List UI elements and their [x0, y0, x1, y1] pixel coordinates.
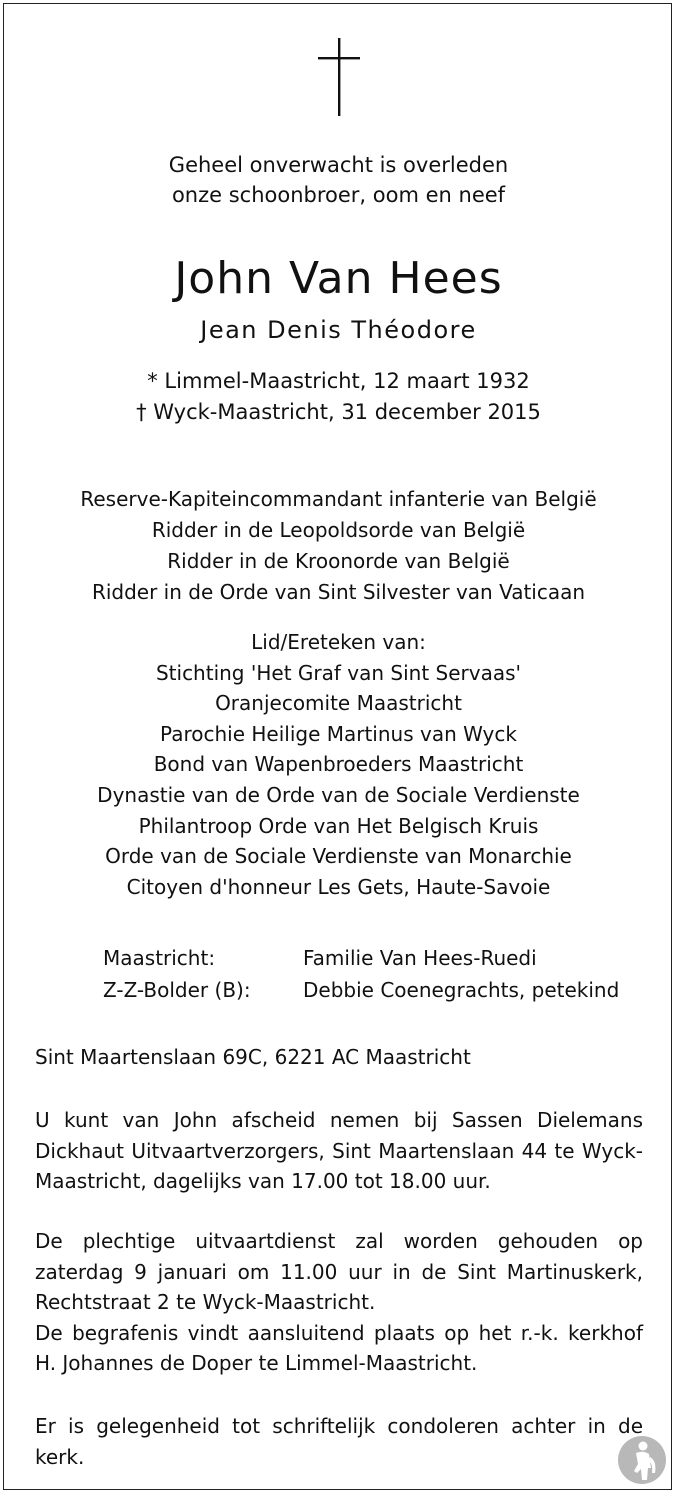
cross-icon	[318, 38, 360, 116]
address: Sint Maartenslaan 69C, 6221 AC Maastricht	[35, 1045, 471, 1069]
membership-item: Oranjecomite Maastricht	[215, 691, 462, 716]
title-item: Ridder in de Kroonorde van België	[167, 549, 510, 573]
birth-line: * Limmel-Maastricht, 12 maart 1932	[147, 369, 530, 393]
membership-item: Orde van de Sociale Verdienste van Monarchie	[105, 844, 572, 869]
title-item: Reserve-Kapiteincommandant infanterie van België	[80, 487, 597, 511]
memberships-list	[0, 627, 677, 902]
membership-item: Philantroop Orde van Het Belgisch Kruis	[138, 813, 539, 838]
family-row	[103, 974, 619, 1006]
burial-paragraph: De begrafenis vindt aansluitend plaats op het r.-k. kerkhof H. Johannes de Doper te Limmel-Maastricht.	[35, 1320, 643, 1375]
life-dates	[0, 366, 677, 428]
membership-item: Stichting 'Het Graf van Sint Servaas'	[155, 660, 522, 685]
farewell-paragraph: U kunt van John afscheid nemen bij Sassen Dielemans Dickhaut Uitvaartverzorgers, Sint Maartenslaan 44 te Wyck-Maastricht, dagelijks van 17.00 tot 18.00 uur.	[35, 1108, 643, 1193]
deceased-name: John Van Hees	[174, 253, 503, 304]
family-names: Debbie Coenegrachts, petekind	[303, 978, 620, 1002]
death-line: † Wyck-Maastricht, 31 december 2015	[136, 400, 541, 424]
intro-text	[0, 150, 677, 210]
title-item: Ridder in de Leopoldsorde van België	[151, 518, 526, 542]
membership-item: Bond van Wapenbroeders Maastricht	[153, 752, 524, 777]
family-names: Familie Van Hees-Ruedi	[303, 946, 537, 970]
family-row	[103, 942, 619, 974]
service-paragraphs	[35, 1226, 643, 1379]
intro-line: onze schoonbroer, oom en neef	[171, 183, 506, 207]
memorial-figure-logo-icon	[617, 1435, 667, 1485]
membership-item: Dynastie van de Orde van de Sociale Verdienste	[97, 782, 580, 807]
title-item: Ridder in de Orde van Sint Silvester van Vaticaan	[91, 580, 586, 604]
intro-line: Geheel onverwacht is overleden	[168, 153, 509, 177]
family-place: Maastricht:	[103, 946, 216, 970]
membership-item: Parochie Heilige Martinus van Wyck	[160, 721, 517, 746]
memberships-heading: Lid/Ereteken van:	[251, 630, 426, 654]
funeral-service-paragraph: De plechtige uitvaartdienst zal worden gehouden op zaterdag 9 januari om 11.00 uur in de Sint Martinuskerk, Rechtstraat 2 te Wyck-Maastricht.	[35, 1229, 643, 1314]
condolence-paragraph: Er is gelegenheid tot schriftelijk condoleren achter in de kerk.	[35, 1414, 643, 1469]
titles-list	[0, 484, 677, 608]
family-place: Z-Z-Bolder (B):	[103, 978, 251, 1002]
given-names: Jean Denis Théodore	[200, 316, 477, 344]
family-list	[103, 942, 619, 1006]
membership-item: Citoyen d'honneur Les Gets, Haute-Savoie	[126, 874, 551, 899]
